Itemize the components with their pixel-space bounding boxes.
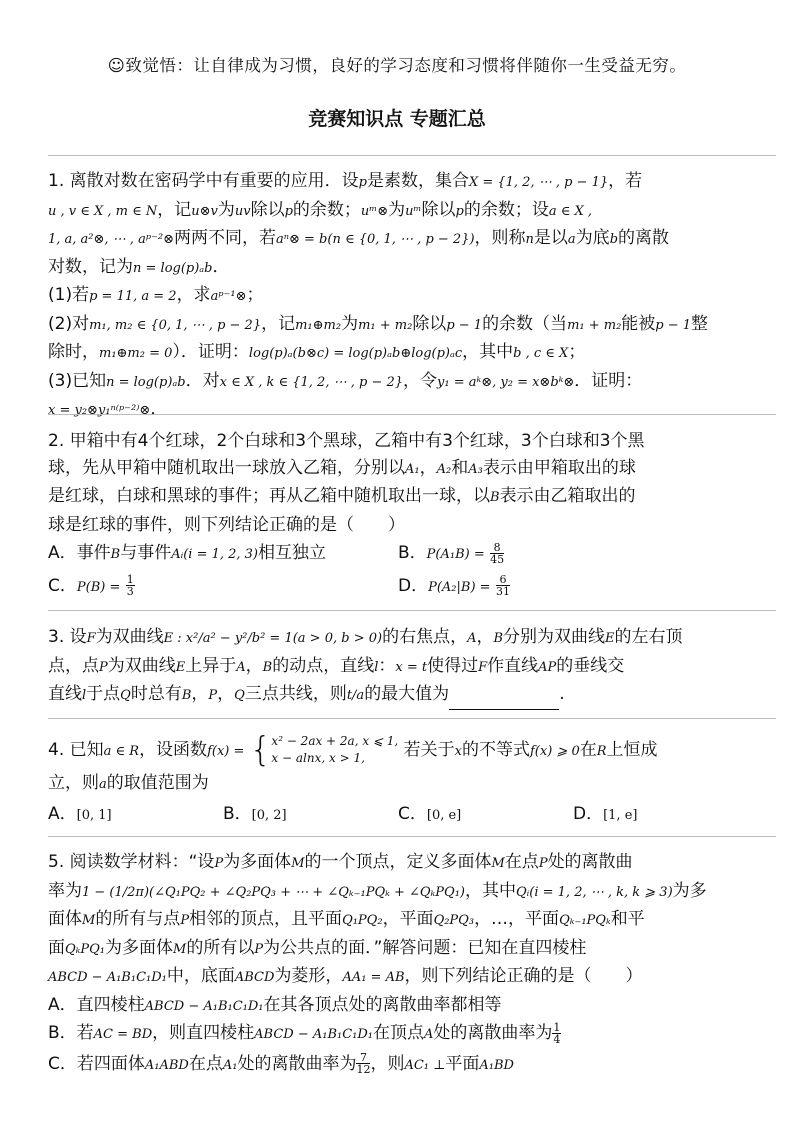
option-a[interactable]: A．[0, 1] bbox=[48, 803, 112, 824]
option-b[interactable]: B．若AC = BD，则直四棱柱ABCD − A₁B₁C₁D₁在顶点A处的离散曲率为 $\frac{1}{4}$ bbox=[48, 1020, 561, 1046]
option-b[interactable]: B．[0, 2] bbox=[223, 803, 287, 824]
question-2: 2. 甲箱中有4个红球，2个白球和3个黑球，乙箱中有3个红球，3个白球和3个黑 球，先从甲箱中随机取出一球放入乙箱，分别以A₁，A₂和A₃表示由甲箱取出的球 是红球，白球和黑球的事件；再从乙箱中随机取出一球，以B表示由乙箱取出的 球是红球的事件，则下列结论正确的是（ ） A．事件B与事件Aᵢ(i = 1, 2, 3)相互独立 B．P(A₁B) = $\frac{8}{45}$ C．P(B) = $\frac{1}{3}$ D．P(A₂|B) = $\frac{6}{31}$ bbox=[48, 428, 778, 601]
divider bbox=[48, 610, 776, 611]
option-c[interactable]: C．P(B) = $\frac{1}{3}$ bbox=[48, 573, 134, 598]
option-a[interactable]: A．事件B与事件Aᵢ(i = 1, 2, 3)相互独立 bbox=[48, 543, 327, 563]
motto-line: ☺致觉悟：让自律成为习惯，良好的学习态度和习惯将伴随你一生受益无穷。 bbox=[107, 56, 687, 75]
page-title: 竞赛知识点 专题汇总 bbox=[308, 108, 486, 130]
question-1: 1. 离散对数在密码学中有重要的应用．设p是素数，集合X = {1, 2, ⋯ , p − 1}，若 u , v ∈ X , m ∈ N，记u⊗v为uv除以p的余数；uᵐ⊗为uᵐ除以p的余数；设a ∈ X , 1, a, a²⊗, ⋯ , aᵖ⁻²⊗两两不同，若aⁿ⊗ = b(n ∈ {0, 1, ⋯ , p − 2})，则称n是以a为底b的离散 对数，记为n = log(p)ₐb． (1)若p = 11, a = 2，求aᵖ⁻¹⊗； (2)对m₁, m₂ ∈ {0, 1, ⋯ , p − 2}，记m₁⊕m₂为m₁ + m₂除以p − 1的余数（当m₁ + m₂能被p − 1整 除时，m₁⊕m₂ = 0）．证明：log(p)ₐ(b⊗c) = log(p)ₐb⊕log(p)ₐc，其中b , c ∈ X； (3)已知n = log(p)ₐb．对x ∈ X , k ∈ {1, 2, ⋯ , p − 2}，令y₁ = aᵏ⊗, y₂ = x⊗bᵏ⊗．证明： x = y₂⊗y₁ⁿ⁽ᵖ⁻²⁾⊗． bbox=[48, 171, 709, 419]
option-b[interactable]: B．P(A₁B) = $\frac{8}{45}$ bbox=[398, 540, 505, 566]
divider bbox=[48, 836, 776, 837]
question-3: 3. 设F为双曲线E : x²/a² − y²/b² = 1(a > 0, b > 0)的右焦点，A，B分别为双曲线E的左右顶 点，点P为双曲线E上异于A，B的动点，直线l：x = t使得过F作直线AP的垂线交 直线l于点Q时总有B，P，Q三点共线，则t/a的最大值为 . bbox=[48, 624, 778, 710]
answer-blank[interactable] bbox=[449, 691, 559, 710]
question-4: 4. 已知a ∈ R，设函数f(x) = { x² − 2ax + 2a, x ⩽ 1, x − alnx, x > 1, 若关于x的不等式f(x) ⩾ 0在R上恒成 立，则a的取值范围为 A．[0, 1] B．[0, 2] C．[0, e] D．[1, e] bbox=[48, 730, 778, 829]
question-5: 5. 阅读数学材料：“设P为多面体M的一个顶点，定义多面体M在点P处的离散曲 率为1 − (1/2π)(∠Q₁PQ₂ + ∠Q₂PQ₃ + ⋯ + ∠Qₖ₋₁PQₖ + ∠QₖPQ₁)，其中Qᵢ(i = 1, 2, ⋯ , k, k ⩾ 3)为多 面体M的所有与点P相邻的顶点，且平面Q₁PQ₂，平面Q₂PQ₃，…，平面Qₖ₋₁PQₖ和平 面QₖPQ₁为多面体M的所有以P为公共点的面．”解答问题：已知在直四棱柱 ABCD − A₁B₁C₁D₁中，底面ABCD为菱形，AA₁ = AB，则下列结论正确的是（ ） A．直四棱柱ABCD − A₁B₁C₁D₁在其各顶点处的离散曲率都相等 B．若AC = BD，则直四棱柱ABCD − A₁B₁C₁D₁在顶点A处的离散曲率为 $\frac{1}{4}$ C．若四面体A₁ABD在点A₁处的离散曲率为 $\frac{7}{12}$ ，则AC₁ ⊥平面A₁BD bbox=[48, 849, 778, 1079]
option-a[interactable]: A．直四棱柱ABCD − A₁B₁C₁D₁在其各顶点处的离散曲率都相等 bbox=[48, 994, 502, 1015]
option-d[interactable]: D．[1, e] bbox=[573, 803, 638, 824]
divider bbox=[48, 155, 776, 156]
option-c[interactable]: C．[0, e] bbox=[398, 803, 462, 824]
divider bbox=[48, 718, 776, 719]
option-c[interactable]: C．若四面体A₁ABD在点A₁处的离散曲率为 $\frac{7}{12}$ ，则AC₁ ⊥平面A₁BD bbox=[48, 1051, 514, 1076]
option-d[interactable]: D．P(A₂|B) = $\frac{6}{31}$ bbox=[398, 573, 510, 598]
divider bbox=[48, 414, 776, 415]
